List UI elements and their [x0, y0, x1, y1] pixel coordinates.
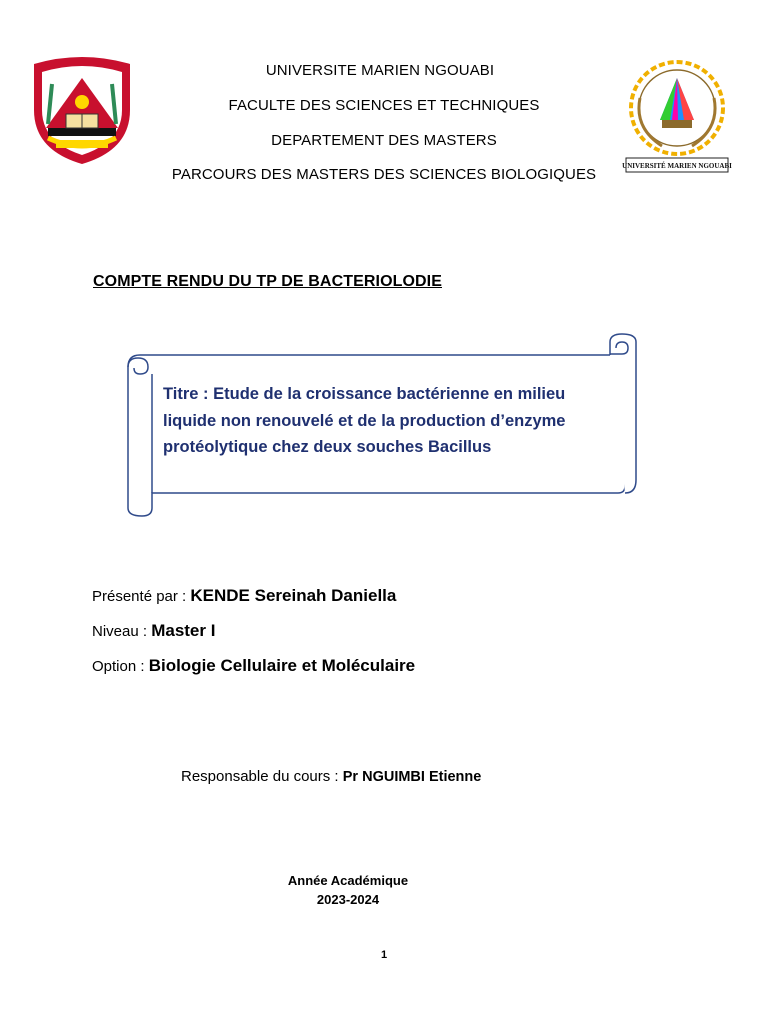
subject-line-2: liquide non renouvelé et de la production d’enzyme — [163, 411, 566, 430]
presenter-value: KENDE Sereinah Daniella — [190, 586, 397, 605]
program-name: PARCOURS DES MASTERS DES SCIENCES BIOLOGIQUES — [171, 166, 597, 183]
option-value: Biologie Cellulaire et Moléculaire — [148, 656, 416, 675]
faculty-name: FACULTE DES SCIENCES ET TECHNIQUES — [228, 97, 540, 114]
supervisor-label: Responsable du cours : — [181, 768, 343, 785]
university-name: UNIVERSITE MARIEN NGOUABI — [265, 62, 495, 79]
option-label: Option : — [92, 658, 149, 675]
academic-year-value: 2023-2024 — [316, 892, 380, 907]
presenter-field — [92, 586, 396, 606]
subject-line-3: protéolytique chez deux souches Bacillus — [163, 438, 492, 456]
department-name: DEPARTEMENT DES MASTERS — [271, 132, 497, 149]
report-title: COMPTE RENDU DU TP DE BACTERIOLODIE — [93, 273, 442, 290]
level-value: Master I — [151, 621, 216, 640]
level-label: Niveau : — [92, 623, 152, 640]
supervisor-value: Pr NGUIMBI Etienne — [342, 769, 482, 785]
option-field — [92, 656, 415, 676]
level-field — [92, 621, 215, 641]
academic-year-label: Année Académique — [287, 873, 409, 888]
subject-line-1: Titre : Etude de la croissance bactérienne en milieu — [163, 385, 566, 403]
page-number: 1 — [380, 949, 388, 961]
svg-text:UNIVERSITÉ MARIEN NGOUABI: UNIVERSITÉ MARIEN NGOUABI — [622, 162, 732, 170]
report-subject — [163, 381, 623, 461]
course-supervisor — [181, 768, 481, 785]
presenter-label: Présenté par : — [92, 588, 191, 605]
